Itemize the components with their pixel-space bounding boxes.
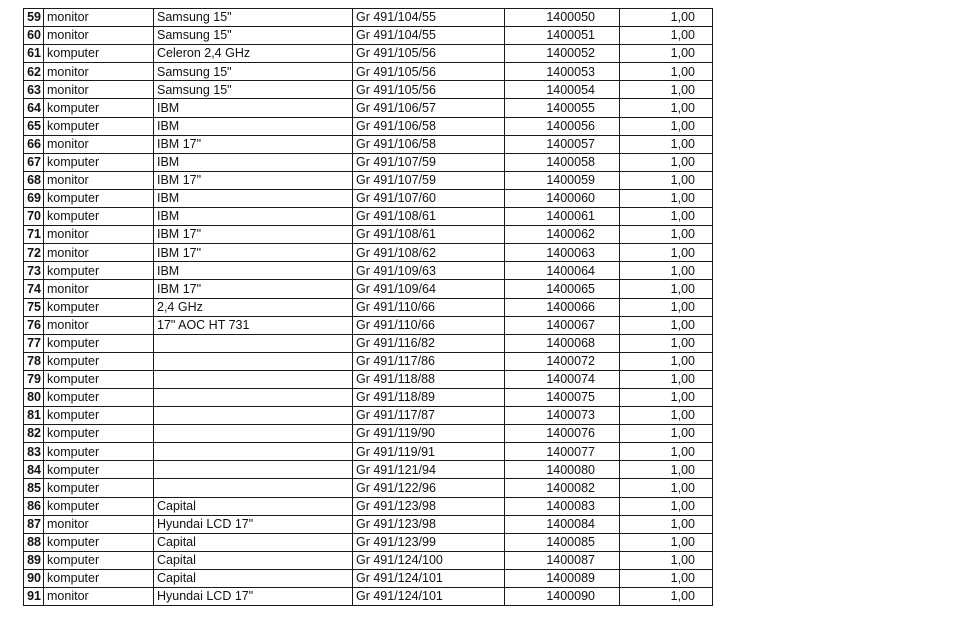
- quantity-cell: 1,00: [620, 352, 713, 370]
- inventory-group-cell: Gr 491/108/61: [353, 226, 505, 244]
- equipment-model-cell: [154, 334, 353, 352]
- inventory-code-cell: 1400084: [505, 515, 620, 533]
- inventory-code-cell: 1400059: [505, 171, 620, 189]
- inventory-code-cell: 1400060: [505, 189, 620, 207]
- quantity-cell: 1,00: [620, 262, 713, 280]
- inventory-group-cell: Gr 491/109/63: [353, 262, 505, 280]
- row-number-cell: 77: [24, 334, 44, 352]
- table-row: [24, 280, 713, 298]
- equipment-model-cell: Hyundai LCD 17": [154, 515, 353, 533]
- equipment-model-cell: Capital: [154, 569, 353, 587]
- inventory-code-cell: 1400075: [505, 388, 620, 406]
- table-row: [24, 533, 713, 551]
- inventory-code-cell: 1400089: [505, 569, 620, 587]
- quantity-cell: 1,00: [620, 316, 713, 334]
- row-number-cell: 78: [24, 352, 44, 370]
- equipment-type-cell: monitor: [44, 316, 154, 334]
- equipment-model-cell: [154, 370, 353, 388]
- inventory-table: [23, 8, 713, 606]
- equipment-type-cell: komputer: [44, 533, 154, 551]
- table-row: [24, 497, 713, 515]
- quantity-cell: 1,00: [620, 497, 713, 515]
- inventory-group-cell: Gr 491/124/101: [353, 588, 505, 606]
- inventory-code-cell: 1400066: [505, 298, 620, 316]
- equipment-type-cell: monitor: [44, 171, 154, 189]
- quantity-cell: 1,00: [620, 533, 713, 551]
- equipment-type-cell: monitor: [44, 81, 154, 99]
- table-row: [24, 244, 713, 262]
- row-number-cell: 60: [24, 27, 44, 45]
- quantity-cell: 1,00: [620, 298, 713, 316]
- inventory-code-cell: 1400052: [505, 45, 620, 63]
- inventory-code-cell: 1400067: [505, 316, 620, 334]
- table-row: [24, 443, 713, 461]
- table-row: [24, 27, 713, 45]
- table-row: [24, 9, 713, 27]
- row-number-cell: 76: [24, 316, 44, 334]
- equipment-model-cell: IBM: [154, 262, 353, 280]
- inventory-group-cell: Gr 491/118/88: [353, 370, 505, 388]
- row-number-cell: 67: [24, 153, 44, 171]
- row-number-cell: 84: [24, 461, 44, 479]
- quantity-cell: 1,00: [620, 388, 713, 406]
- equipment-type-cell: monitor: [44, 63, 154, 81]
- inventory-code-cell: 1400054: [505, 81, 620, 99]
- table-row: [24, 316, 713, 334]
- row-number-cell: 68: [24, 171, 44, 189]
- row-number-cell: 75: [24, 298, 44, 316]
- inventory-group-cell: Gr 491/119/90: [353, 425, 505, 443]
- row-number-cell: 88: [24, 533, 44, 551]
- equipment-type-cell: komputer: [44, 425, 154, 443]
- equipment-model-cell: IBM 17": [154, 226, 353, 244]
- quantity-cell: 1,00: [620, 9, 713, 27]
- quantity-cell: 1,00: [620, 479, 713, 497]
- table-row: [24, 352, 713, 370]
- inventory-group-cell: Gr 491/123/99: [353, 533, 505, 551]
- inventory-group-cell: Gr 491/106/58: [353, 117, 505, 135]
- equipment-model-cell: IBM: [154, 117, 353, 135]
- inventory-group-cell: Gr 491/107/59: [353, 153, 505, 171]
- quantity-cell: 1,00: [620, 135, 713, 153]
- equipment-type-cell: komputer: [44, 208, 154, 226]
- quantity-cell: 1,00: [620, 99, 713, 117]
- equipment-model-cell: [154, 388, 353, 406]
- equipment-model-cell: IBM: [154, 189, 353, 207]
- quantity-cell: 1,00: [620, 461, 713, 479]
- inventory-code-cell: 1400051: [505, 27, 620, 45]
- inventory-group-cell: Gr 491/105/56: [353, 63, 505, 81]
- inventory-group-cell: Gr 491/110/66: [353, 316, 505, 334]
- equipment-model-cell: [154, 461, 353, 479]
- inventory-code-cell: 1400062: [505, 226, 620, 244]
- row-number-cell: 89: [24, 551, 44, 569]
- inventory-code-cell: 1400082: [505, 479, 620, 497]
- equipment-type-cell: komputer: [44, 551, 154, 569]
- equipment-model-cell: Samsung 15": [154, 81, 353, 99]
- equipment-type-cell: komputer: [44, 99, 154, 117]
- row-number-cell: 65: [24, 117, 44, 135]
- row-number-cell: 80: [24, 388, 44, 406]
- equipment-type-cell: komputer: [44, 569, 154, 587]
- equipment-type-cell: monitor: [44, 515, 154, 533]
- table-row: [24, 298, 713, 316]
- inventory-code-cell: 1400057: [505, 135, 620, 153]
- inventory-code-cell: 1400083: [505, 497, 620, 515]
- equipment-type-cell: komputer: [44, 479, 154, 497]
- inventory-group-cell: Gr 491/123/98: [353, 497, 505, 515]
- table-row: [24, 81, 713, 99]
- equipment-type-cell: komputer: [44, 117, 154, 135]
- inventory-group-cell: Gr 491/106/57: [353, 99, 505, 117]
- quantity-cell: 1,00: [620, 370, 713, 388]
- equipment-model-cell: IBM: [154, 208, 353, 226]
- inventory-code-cell: 1400063: [505, 244, 620, 262]
- equipment-model-cell: [154, 425, 353, 443]
- inventory-group-cell: Gr 491/123/98: [353, 515, 505, 533]
- equipment-type-cell: komputer: [44, 388, 154, 406]
- quantity-cell: 1,00: [620, 226, 713, 244]
- equipment-type-cell: monitor: [44, 27, 154, 45]
- quantity-cell: 1,00: [620, 515, 713, 533]
- quantity-cell: 1,00: [620, 208, 713, 226]
- inventory-group-cell: Gr 491/119/91: [353, 443, 505, 461]
- equipment-model-cell: 2,4 GHz: [154, 298, 353, 316]
- equipment-type-cell: komputer: [44, 497, 154, 515]
- row-number-cell: 81: [24, 407, 44, 425]
- equipment-model-cell: Celeron 2,4 GHz: [154, 45, 353, 63]
- inventory-group-cell: Gr 491/121/94: [353, 461, 505, 479]
- equipment-type-cell: monitor: [44, 9, 154, 27]
- inventory-group-cell: Gr 491/117/86: [353, 352, 505, 370]
- inventory-group-cell: Gr 491/107/60: [353, 189, 505, 207]
- equipment-type-cell: monitor: [44, 280, 154, 298]
- equipment-model-cell: IBM 17": [154, 280, 353, 298]
- inventory-group-cell: Gr 491/105/56: [353, 81, 505, 99]
- equipment-model-cell: Samsung 15": [154, 63, 353, 81]
- inventory-code-cell: 1400073: [505, 407, 620, 425]
- equipment-type-cell: monitor: [44, 588, 154, 606]
- equipment-type-cell: komputer: [44, 352, 154, 370]
- equipment-model-cell: Capital: [154, 533, 353, 551]
- equipment-type-cell: komputer: [44, 370, 154, 388]
- equipment-model-cell: [154, 352, 353, 370]
- row-number-cell: 72: [24, 244, 44, 262]
- table-row: [24, 226, 713, 244]
- row-number-cell: 90: [24, 569, 44, 587]
- inventory-code-cell: 1400064: [505, 262, 620, 280]
- row-number-cell: 87: [24, 515, 44, 533]
- row-number-cell: 64: [24, 99, 44, 117]
- row-number-cell: 61: [24, 45, 44, 63]
- table-row: [24, 117, 713, 135]
- equipment-model-cell: Capital: [154, 551, 353, 569]
- inventory-group-cell: Gr 491/104/55: [353, 9, 505, 27]
- table-row: [24, 425, 713, 443]
- equipment-type-cell: komputer: [44, 153, 154, 171]
- quantity-cell: 1,00: [620, 425, 713, 443]
- row-number-cell: 85: [24, 479, 44, 497]
- quantity-cell: 1,00: [620, 27, 713, 45]
- inventory-code-cell: 1400085: [505, 533, 620, 551]
- quantity-cell: 1,00: [620, 407, 713, 425]
- inventory-group-cell: Gr 491/122/96: [353, 479, 505, 497]
- equipment-type-cell: komputer: [44, 461, 154, 479]
- table-row: [24, 153, 713, 171]
- table-row: [24, 171, 713, 189]
- inventory-code-cell: 1400065: [505, 280, 620, 298]
- quantity-cell: 1,00: [620, 81, 713, 99]
- equipment-model-cell: Capital: [154, 497, 353, 515]
- table-row: [24, 479, 713, 497]
- quantity-cell: 1,00: [620, 443, 713, 461]
- row-number-cell: 71: [24, 226, 44, 244]
- table-row: [24, 588, 713, 606]
- row-number-cell: 86: [24, 497, 44, 515]
- equipment-model-cell: IBM 17": [154, 244, 353, 262]
- row-number-cell: 91: [24, 588, 44, 606]
- inventory-group-cell: Gr 491/124/100: [353, 551, 505, 569]
- inventory-table-body: [24, 9, 713, 606]
- equipment-type-cell: monitor: [44, 244, 154, 262]
- inventory-code-cell: 1400077: [505, 443, 620, 461]
- inventory-group-cell: Gr 491/118/89: [353, 388, 505, 406]
- quantity-cell: 1,00: [620, 244, 713, 262]
- equipment-model-cell: IBM 17": [154, 171, 353, 189]
- inventory-code-cell: 1400058: [505, 153, 620, 171]
- equipment-model-cell: IBM: [154, 153, 353, 171]
- inventory-code-cell: 1400090: [505, 588, 620, 606]
- inventory-code-cell: 1400076: [505, 425, 620, 443]
- table-row: [24, 262, 713, 280]
- inventory-group-cell: Gr 491/124/101: [353, 569, 505, 587]
- inventory-group-cell: Gr 491/109/64: [353, 280, 505, 298]
- equipment-model-cell: Samsung 15": [154, 9, 353, 27]
- row-number-cell: 62: [24, 63, 44, 81]
- inventory-code-cell: 1400068: [505, 334, 620, 352]
- equipment-model-cell: IBM 17": [154, 135, 353, 153]
- table-row: [24, 99, 713, 117]
- table-row: [24, 515, 713, 533]
- quantity-cell: 1,00: [620, 551, 713, 569]
- row-number-cell: 70: [24, 208, 44, 226]
- equipment-model-cell: [154, 479, 353, 497]
- inventory-group-cell: Gr 491/106/58: [353, 135, 505, 153]
- row-number-cell: 69: [24, 189, 44, 207]
- equipment-model-cell: Hyundai LCD 17": [154, 588, 353, 606]
- quantity-cell: 1,00: [620, 117, 713, 135]
- equipment-type-cell: komputer: [44, 443, 154, 461]
- table-row: [24, 551, 713, 569]
- quantity-cell: 1,00: [620, 63, 713, 81]
- table-row: [24, 63, 713, 81]
- row-number-cell: 74: [24, 280, 44, 298]
- quantity-cell: 1,00: [620, 153, 713, 171]
- equipment-model-cell: IBM: [154, 99, 353, 117]
- table-row: [24, 189, 713, 207]
- table-row: [24, 370, 713, 388]
- quantity-cell: 1,00: [620, 569, 713, 587]
- inventory-code-cell: 1400055: [505, 99, 620, 117]
- inventory-group-cell: Gr 491/104/55: [353, 27, 505, 45]
- inventory-group-cell: Gr 491/108/62: [353, 244, 505, 262]
- inventory-group-cell: Gr 491/117/87: [353, 407, 505, 425]
- inventory-group-cell: Gr 491/110/66: [353, 298, 505, 316]
- equipment-model-cell: Samsung 15": [154, 27, 353, 45]
- table-row: [24, 334, 713, 352]
- table-row: [24, 208, 713, 226]
- equipment-model-cell: [154, 407, 353, 425]
- inventory-code-cell: 1400053: [505, 63, 620, 81]
- equipment-model-cell: [154, 443, 353, 461]
- equipment-type-cell: komputer: [44, 262, 154, 280]
- equipment-type-cell: komputer: [44, 189, 154, 207]
- table-row: [24, 45, 713, 63]
- equipment-model-cell: 17" AOC HT 731: [154, 316, 353, 334]
- equipment-type-cell: komputer: [44, 298, 154, 316]
- table-row: [24, 388, 713, 406]
- quantity-cell: 1,00: [620, 189, 713, 207]
- inventory-code-cell: 1400087: [505, 551, 620, 569]
- table-row: [24, 461, 713, 479]
- table-row: [24, 569, 713, 587]
- quantity-cell: 1,00: [620, 45, 713, 63]
- inventory-code-cell: 1400072: [505, 352, 620, 370]
- inventory-code-cell: 1400061: [505, 208, 620, 226]
- quantity-cell: 1,00: [620, 588, 713, 606]
- equipment-type-cell: monitor: [44, 135, 154, 153]
- quantity-cell: 1,00: [620, 280, 713, 298]
- inventory-group-cell: Gr 491/108/61: [353, 208, 505, 226]
- inventory-code-cell: 1400080: [505, 461, 620, 479]
- row-number-cell: 59: [24, 9, 44, 27]
- inventory-group-cell: Gr 491/116/82: [353, 334, 505, 352]
- table-row: [24, 407, 713, 425]
- equipment-type-cell: komputer: [44, 407, 154, 425]
- inventory-group-cell: Gr 491/105/56: [353, 45, 505, 63]
- inventory-group-cell: Gr 491/107/59: [353, 171, 505, 189]
- quantity-cell: 1,00: [620, 171, 713, 189]
- equipment-type-cell: komputer: [44, 45, 154, 63]
- row-number-cell: 79: [24, 370, 44, 388]
- row-number-cell: 66: [24, 135, 44, 153]
- inventory-code-cell: 1400050: [505, 9, 620, 27]
- row-number-cell: 63: [24, 81, 44, 99]
- equipment-type-cell: monitor: [44, 226, 154, 244]
- row-number-cell: 73: [24, 262, 44, 280]
- inventory-code-cell: 1400074: [505, 370, 620, 388]
- equipment-type-cell: komputer: [44, 334, 154, 352]
- quantity-cell: 1,00: [620, 334, 713, 352]
- inventory-code-cell: 1400056: [505, 117, 620, 135]
- row-number-cell: 83: [24, 443, 44, 461]
- table-row: [24, 135, 713, 153]
- row-number-cell: 82: [24, 425, 44, 443]
